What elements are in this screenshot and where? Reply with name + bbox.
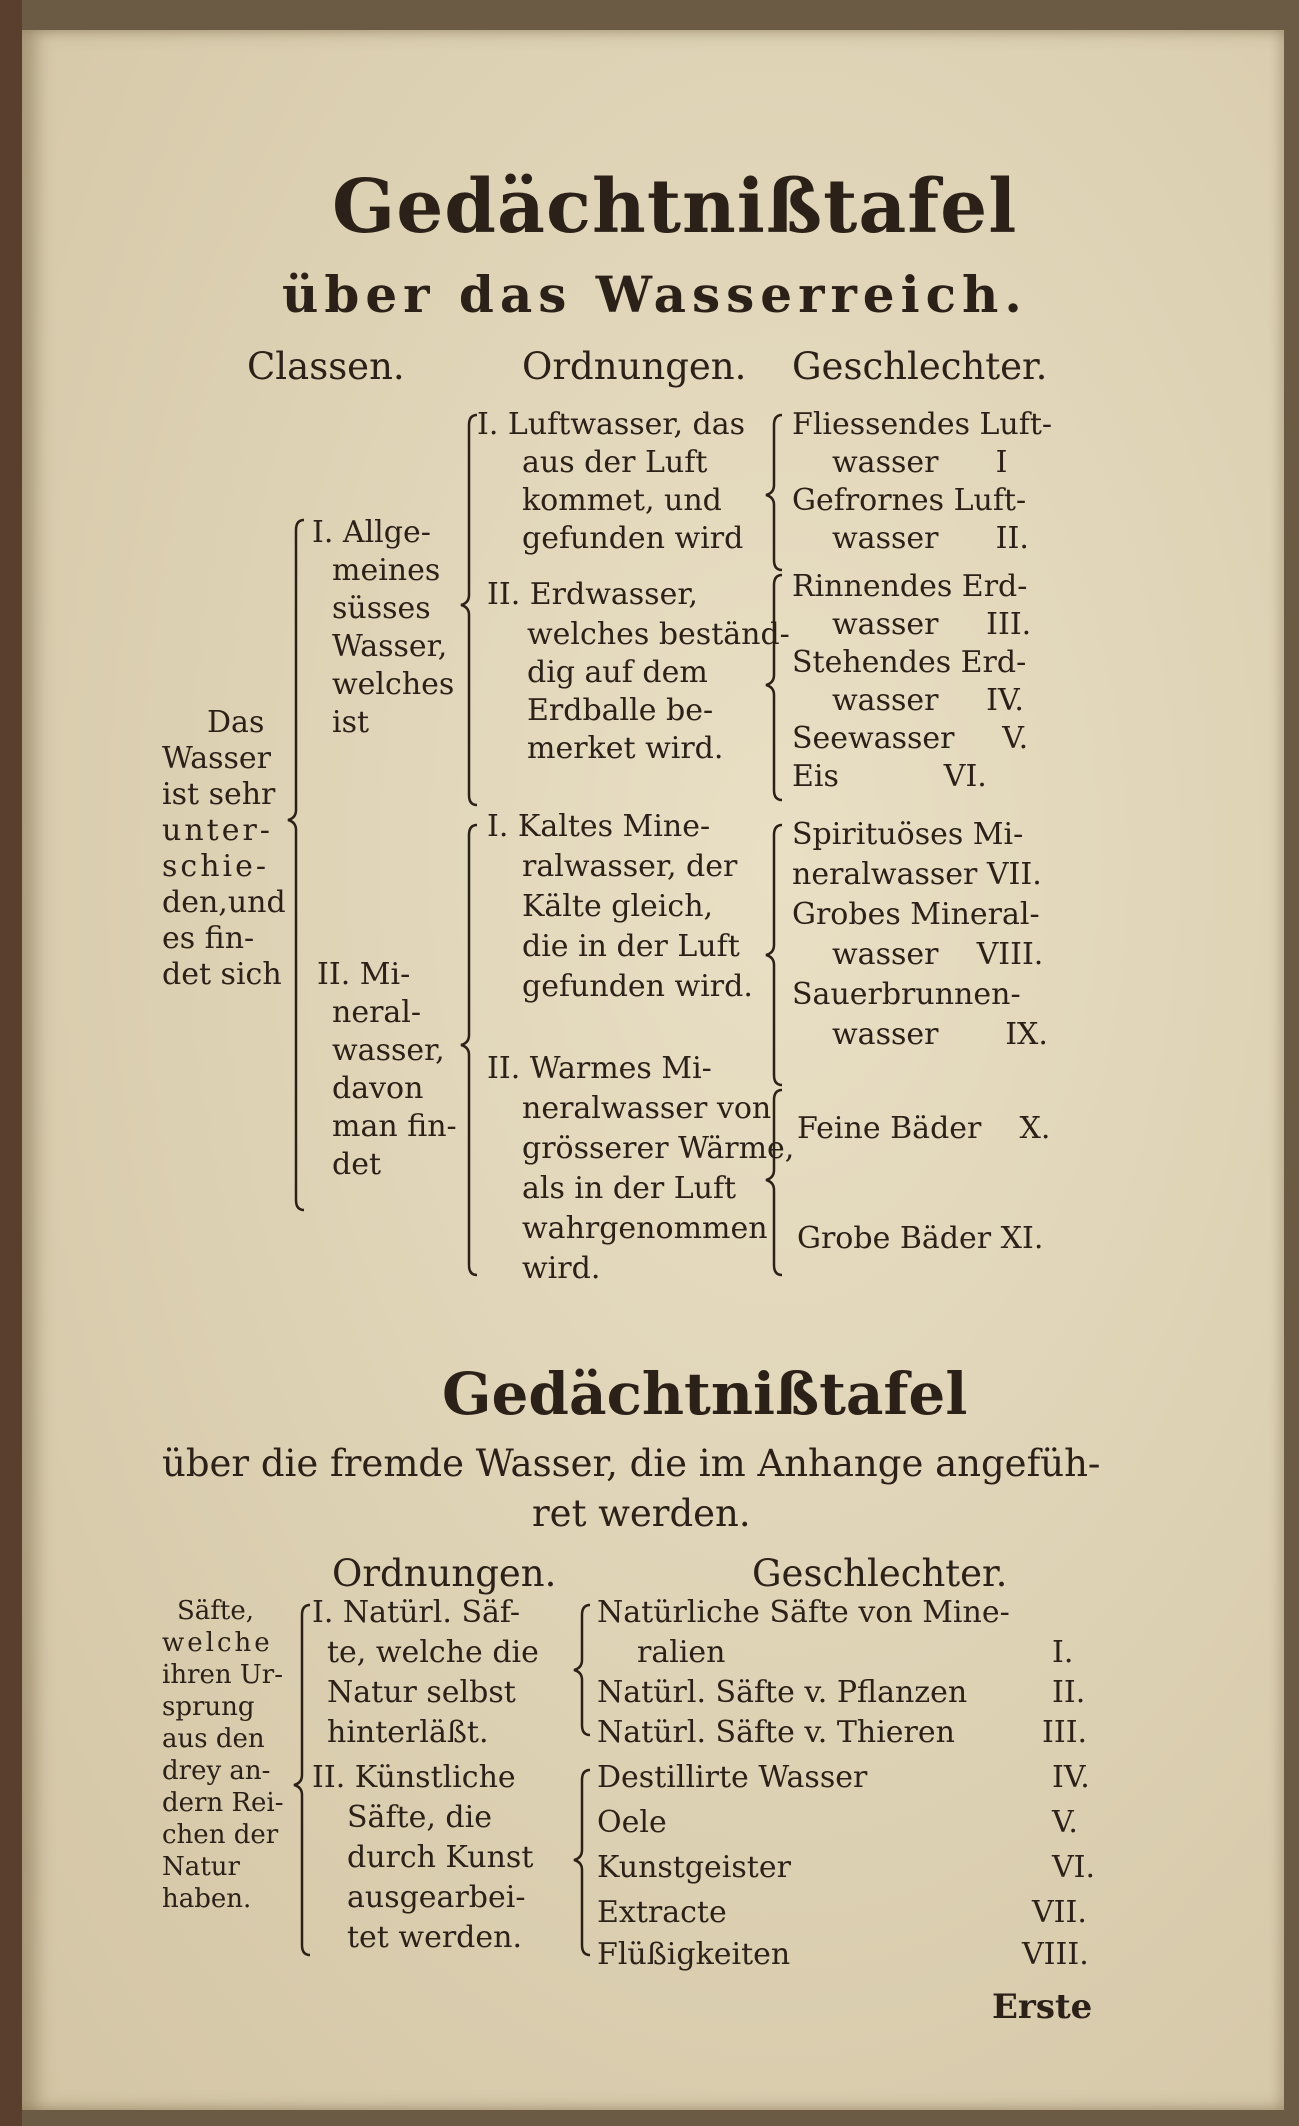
class2-line: det bbox=[332, 1147, 382, 1182]
t2-genus-line: ralien bbox=[637, 1635, 726, 1670]
t2-order1-line: Natur selbst bbox=[327, 1675, 516, 1710]
col-orders: Ordnungen. bbox=[522, 345, 747, 388]
genus3-line: wasser IX. bbox=[832, 1017, 1048, 1052]
intro-line: den,und bbox=[162, 885, 286, 920]
t2-intro-line: welche bbox=[162, 1628, 273, 1658]
genus1-line: wasser I bbox=[832, 445, 1008, 480]
t2-genus-line: Flüßigkeiten bbox=[597, 1937, 791, 1972]
t2-intro-line: chen der bbox=[162, 1820, 279, 1850]
t2-genus-line: Extracte bbox=[597, 1895, 727, 1930]
order2-line: dig auf dem bbox=[527, 655, 708, 690]
t2-order2-line: ausgearbei- bbox=[347, 1880, 526, 1915]
t2-col-genera: Geschlechter. bbox=[752, 1552, 1008, 1595]
t2-genus-num: I. bbox=[1052, 1635, 1074, 1670]
t2-order2-line: Säfte, die bbox=[347, 1800, 492, 1835]
class1-line: meines bbox=[332, 553, 441, 588]
table1-title: Gedächtnißtafel bbox=[332, 164, 1018, 250]
genus2-line: Eis VI. bbox=[792, 759, 987, 794]
genus2-line: Stehendes Erd- bbox=[792, 645, 1027, 680]
intro-line: Das bbox=[207, 705, 265, 740]
order1-line: kommet, und bbox=[522, 483, 722, 518]
order4-line: grösserer Wärme, bbox=[522, 1131, 795, 1166]
t2-intro-line: drey an- bbox=[162, 1756, 271, 1786]
order3-line: ralwasser, der bbox=[522, 849, 738, 884]
intro-line: Wasser bbox=[162, 741, 271, 776]
bracket-t2-order2 bbox=[574, 1770, 590, 1955]
t2-genus-line: Kunstgeister bbox=[597, 1850, 791, 1885]
genus4-line: Feine Bäder X. bbox=[797, 1111, 1051, 1146]
order3-line: Kälte gleich, bbox=[522, 889, 714, 924]
col-genera: Geschlechter. bbox=[792, 345, 1048, 388]
order3-line: gefunden wird. bbox=[522, 969, 753, 1004]
t2-intro-line: dern Rei- bbox=[162, 1788, 284, 1818]
intro-line: schie- bbox=[162, 849, 270, 884]
table2-subtitle-cont: ret werden. bbox=[532, 1492, 751, 1535]
class2-line: neral- bbox=[332, 995, 422, 1030]
t2-intro-line: sprung bbox=[162, 1692, 255, 1722]
book-page bbox=[22, 30, 1284, 2110]
class1-line: welches bbox=[332, 667, 455, 702]
catchword: Erste bbox=[992, 1987, 1093, 2027]
order2-line: II. Erdwasser, bbox=[487, 577, 698, 612]
t2-intro-line: Säfte, bbox=[177, 1596, 255, 1626]
order4-line: wird. bbox=[522, 1251, 601, 1286]
t2-intro-line: Natur bbox=[162, 1852, 240, 1882]
order3-line: I. Kaltes Mine- bbox=[487, 809, 711, 844]
t2-genus-num: II. bbox=[1052, 1675, 1086, 1710]
genus3-line: Sauerbrunnen- bbox=[792, 977, 1021, 1012]
class1-line: Wasser, bbox=[332, 629, 448, 664]
t2-genus-num: III. bbox=[1042, 1715, 1088, 1750]
genus2-line: wasser IV. bbox=[832, 683, 1024, 718]
t2-intro-line: ihren Ur- bbox=[162, 1660, 284, 1690]
t2-genus-num: VI. bbox=[1052, 1850, 1096, 1885]
genus3-line: neralwasser VII. bbox=[792, 857, 1042, 892]
col-classes: Classen. bbox=[247, 345, 405, 388]
t2-genus-num: VIII. bbox=[1022, 1937, 1089, 1972]
class1-line: ist bbox=[332, 705, 370, 740]
genus3-line: Spirituöses Mi- bbox=[792, 817, 1024, 852]
order2-line: welches beständ- bbox=[527, 617, 790, 652]
bracket-t2-intro bbox=[294, 1605, 310, 1955]
t2-order1-line: hinterläßt. bbox=[327, 1715, 489, 1750]
order1-line: gefunden wird bbox=[522, 521, 744, 556]
table2-brackets bbox=[22, 30, 1284, 2110]
order3-line: die in der Luft bbox=[522, 929, 740, 964]
intro-line: det sich bbox=[162, 957, 282, 992]
t2-intro-line: aus den bbox=[162, 1724, 265, 1754]
t2-order2-line: II. Künstliche bbox=[312, 1760, 516, 1795]
intro-line: ist sehr bbox=[162, 777, 276, 812]
genus4-line: Grobe Bäder XI. bbox=[797, 1221, 1044, 1256]
order2-line: Erdballe be- bbox=[527, 693, 714, 728]
t2-order1-line: te, welche die bbox=[327, 1635, 539, 1670]
genus2-line: wasser III. bbox=[832, 607, 1032, 642]
t2-genus-line: Destillirte Wasser bbox=[597, 1760, 868, 1795]
order1-line: aus der Luft bbox=[522, 445, 708, 480]
class2-line: davon bbox=[332, 1071, 424, 1106]
order4-line: wahrgenommen bbox=[522, 1211, 768, 1246]
genus3-line: Grobes Mineral- bbox=[792, 897, 1040, 932]
t2-order2-line: durch Kunst bbox=[347, 1840, 534, 1875]
table2-subtitle: über die fremde Wasser, die im Anhange angefüh- bbox=[162, 1442, 1101, 1485]
genus1-line: Fliessendes Luft- bbox=[792, 407, 1053, 442]
t2-order1-line: I. Natürl. Säf- bbox=[312, 1595, 521, 1630]
t2-genus-line: Natürl. Säfte v. Pflanzen bbox=[597, 1675, 968, 1710]
class1-line: I. Allge- bbox=[312, 515, 431, 550]
genus2-line: Rinnendes Erd- bbox=[792, 569, 1028, 604]
table1-subtitle: über das Wasserreich. bbox=[282, 265, 1028, 324]
class2-line: wasser, bbox=[332, 1033, 445, 1068]
t2-intro-line: haben. bbox=[162, 1884, 252, 1914]
t2-genus-line: Oele bbox=[597, 1805, 667, 1840]
book-spine bbox=[0, 0, 22, 2126]
intro-line: es fin- bbox=[162, 921, 255, 956]
genus1-line: Gefrornes Luft- bbox=[792, 483, 1027, 518]
class1-line: süsses bbox=[332, 591, 431, 626]
t2-genus-num: IV. bbox=[1052, 1760, 1090, 1795]
t2-genus-line: Natürliche Säfte von Mine- bbox=[597, 1595, 1010, 1630]
genus1-line: wasser II. bbox=[832, 521, 1029, 556]
genus2-line: Seewasser V. bbox=[792, 721, 1029, 756]
bracket-t2-order1 bbox=[574, 1605, 590, 1735]
order4-line: neralwasser von bbox=[522, 1091, 772, 1126]
t2-genus-num: V. bbox=[1052, 1805, 1078, 1840]
t2-genus-line: Natürl. Säfte v. Thieren bbox=[597, 1715, 955, 1750]
order2-line: merket wird. bbox=[527, 731, 724, 766]
table2-title: Gedächtnißtafel bbox=[442, 1360, 968, 1428]
intro-line: unter- bbox=[162, 813, 273, 848]
order4-line: als in der Luft bbox=[522, 1171, 737, 1206]
t2-genus-num: VII. bbox=[1032, 1895, 1087, 1930]
t2-col-orders: Ordnungen. bbox=[332, 1552, 557, 1595]
class2-line: man fin- bbox=[332, 1109, 457, 1144]
class2-line: II. Mi- bbox=[317, 957, 411, 992]
order1-line: I. Luftwasser, das bbox=[477, 407, 746, 442]
order4-line: II. Warmes Mi- bbox=[487, 1051, 712, 1086]
genus3-line: wasser VIII. bbox=[832, 937, 1044, 972]
t2-order2-line: tet werden. bbox=[347, 1920, 522, 1955]
